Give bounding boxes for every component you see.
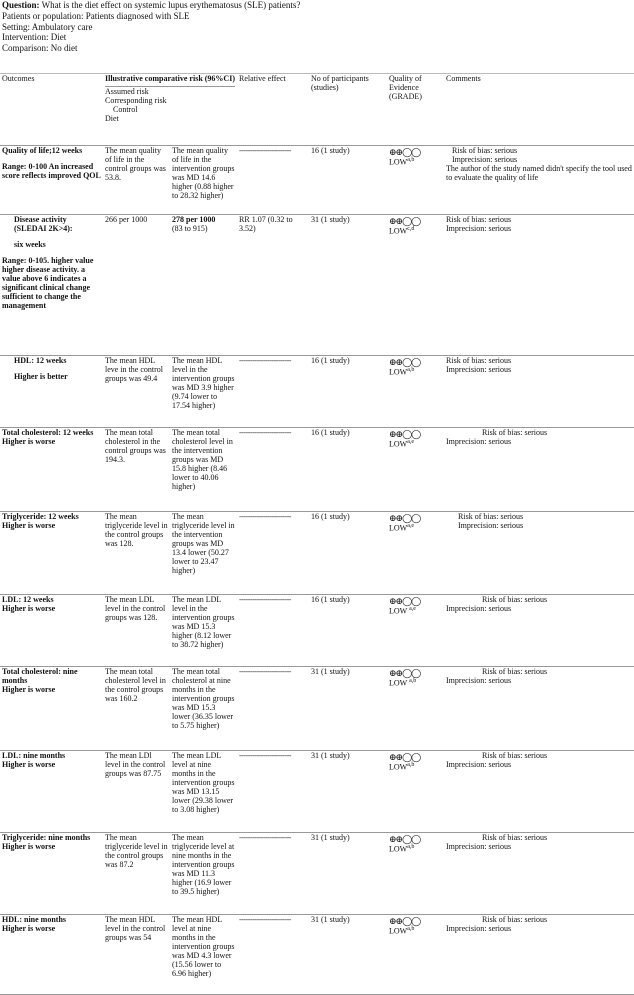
comments-cell [444,356,634,428]
comment-note: The author of the study named didn't specify the tool used to evaluate the quality of life [446,163,632,182]
relative-effect-cell: ------------------------ [237,751,309,833]
participants-cell: 31 (1 study) [309,833,387,915]
comment-imprecision: Imprecision: serious [446,223,512,233]
comment-imprecision: Imprecision: serious [446,364,512,374]
relative-effect-cell: ------------------------ [237,833,309,915]
table-header-row [0,74,634,146]
outcome-cell [0,751,103,833]
comments-cell [444,595,634,667]
table-row [0,356,634,428]
outcome-name: Quality of life;12 weeks [2,146,83,155]
quality-cell [387,146,444,215]
setting-line: Setting: Ambulatory care [2,21,93,32]
table-row [0,833,634,915]
assumed-risk-cell: The mean quality of life in the control groups was 53.8. [103,146,170,215]
col-header-quality: Quality of Evidence (GRADE) [387,74,444,146]
outcome-detail: Range: 0-100 An increased score reflects improved QOL [2,161,101,180]
comment-imprecision: Imprecision: serious [446,841,512,851]
corresponding-risk-cell [170,215,237,356]
col-header-relative-effect: Relative effect [237,74,309,146]
comment-imprecision: Imprecision: serious [446,603,512,613]
corresponding-risk-value: 278 per 1000 [172,215,216,224]
corresponding-risk-cell: The mean HDL level at nine months in the intervention groups was MD 4.3 lower (15.56 lower to 6.96 higher) [170,915,237,995]
grade-symbol-icon: ⊕⊕◯◯ [389,147,421,157]
participants-cell: 16 (1 study) [309,595,387,667]
corresponding-risk-cell: The mean total cholesterol level in the intervention groups was MD 15.8 higher (8.46 lower to 40.06 higher) [170,428,237,512]
outcome-name: LDL: 12 weeks [2,595,54,604]
outcome-name: Total cholesterol: 12 weeks [2,428,94,437]
assumed-risk-cell: The mean triglyceride level in the control groups was 128. [103,512,170,595]
question-line [2,0,632,11]
comment-risk-of-bias: Risk of bias: serious [482,428,548,437]
corresponding-risk-cell: The mean quality of life in the intervention groups was MD 14.6 higher (0.88 higher to 28.32 higher) [170,146,237,215]
comparison-line: Comparison: No diet [2,43,78,54]
quality-footnote: a,b [409,678,417,685]
comments-cell [444,215,634,356]
summary-of-findings-table [0,73,634,995]
quality-footnote: a,b [407,844,415,851]
table-row [0,428,634,512]
diet-header: Diet [105,113,119,123]
grade-symbol-icon: ⊕⊕◯◯ [389,834,421,844]
quality-rating: LOW [389,762,408,772]
corresponding-risk-ci: (83 to 915) [172,223,208,233]
quality-rating: LOW [389,678,408,688]
comments-cell [444,512,634,595]
quality-rating: LOW [389,439,408,449]
table-row [0,512,634,595]
table-row [0,915,634,995]
question-label: Question: [2,0,40,10]
intervention-line: Intervention: Diet [2,32,67,43]
comment-imprecision: Imprecision: serious [446,675,512,685]
col-header-outcomes: Outcomes [0,74,103,146]
quality-footnote: a,b [407,762,415,769]
question-text: What is the diet effect on systemic lupus erythematosus (SLE) patients? [41,0,301,10]
assumed-risk-cell: The mean total cholesterol in the control groups was 194.3. [103,428,170,512]
quality-footnote: a,e [409,606,416,613]
outcome-detail: Higher is better [14,371,68,381]
assumed-risk-cell: The mean triglyceride level in the control groups was 87.2 [103,833,170,915]
comments-cell [444,428,634,512]
quality-cell [387,915,444,995]
quality-rating: LOW [389,606,408,616]
relative-effect-cell: ------------------------ [237,915,309,995]
outcome-name: HDL: nine months [2,915,67,924]
comment-imprecision: Imprecision: serious [446,759,512,769]
relative-effect-cell: ------------------------ [237,667,309,751]
comment-risk-of-bias: Risk of bias: serious [482,667,548,676]
relative-effect-cell: ------------------------ [237,356,309,428]
outcome-range: Range: 0-105. higher value higher disease activity. a value above 6 indicates a significant clinical change sufficient to change the management [2,255,94,310]
participants-cell: 31 (1 study) [309,915,387,995]
quality-rating: LOW [389,523,408,533]
comment-imprecision: Imprecision: serious [458,520,524,530]
corresponding-risk-cell: The mean total cholesterol at nine months in the intervention groups was MD 15.3 lower (36.35 lower to 5.75 higher) [170,667,237,751]
table-row [0,667,634,751]
table-row [0,595,634,667]
assumed-risk-cell: The mean HDL leve in the control groups was 49.4 [103,356,170,428]
quality-cell [387,595,444,667]
assumed-risk-cell: The mean LDl level in the control groups was 87.75 [103,751,170,833]
outcome-detail: Higher is worse [2,923,56,933]
control-header: Control [113,104,138,114]
population-line: Patients or population: Patients diagnosed with SLE [2,10,190,21]
outcome-cell [0,595,103,667]
comment-risk-of-bias: Risk of bias: serious [482,751,548,760]
comment-imprecision: Imprecision: serious [446,923,512,933]
quality-cell [387,512,444,595]
quality-rating: LOW [389,226,408,236]
outcome-cell [0,833,103,915]
quality-rating: LOW [389,157,408,167]
comment-risk-of-bias: Risk of bias: serious [446,356,512,365]
quality-cell [387,215,444,356]
grade-symbol-icon: ⊕⊕◯◯ [389,513,421,523]
participants-cell: 16 (1 study) [309,428,387,512]
corresponding-risk-cell: The mean LDL level in the intervention groups was MD 15.3 higher (8.12 lower to 38.72 higher) [170,595,237,667]
quality-cell [387,751,444,833]
participants-cell: 16 (1 study) [309,512,387,595]
quality-cell [387,428,444,512]
quality-footnote: a,e [407,523,415,530]
outcome-name: Triglyceride: 12 weeks [2,512,79,521]
participants-cell: 31 (1 study) [309,667,387,751]
quality-rating: LOW [389,926,408,936]
assumed-risk-header: Assumed risk [105,86,235,97]
comment-risk-of-bias: Risk of bias: serious [452,146,518,155]
col-header-participants: No of participants (studies) [309,74,387,146]
relative-effect-cell: RR 1.07 (0.32 to 3.52) [237,215,309,356]
outcome-detail: Higher is worse [2,436,56,446]
outcome-name: Total cholesterol: nine months [2,667,78,685]
comments-cell [444,667,634,751]
relative-effect-cell: ------------------------ [237,595,309,667]
col-header-risk [103,74,237,146]
comment-imprecision: Imprecision: serious [452,154,518,164]
comment-risk-of-bias: Risk of bias: serious [446,215,512,224]
participants-cell: 16 (1 study) [309,146,387,215]
quality-cell [387,356,444,428]
relative-effect-cell: ------------------------ [237,428,309,512]
grade-symbol-icon: ⊕⊕◯◯ [389,752,421,762]
corresponding-risk-cell: The mean triglyceride level in the intervention groups was MD 13.4 lower (50.27 lower to 23.47 higher) [170,512,237,595]
outcome-name: HDL: 12 weeks [14,356,67,365]
corresponding-risk-header: Corresponding risk [105,95,167,105]
outcome-cell [0,512,103,595]
grade-symbol-icon: ⊕⊕◯◯ [389,916,421,926]
quality-footnote: a,b [407,926,415,933]
quality-footnote: a,b [407,367,415,374]
grade-symbol-icon: ⊕⊕◯◯ [389,357,421,367]
assumed-risk-cell: 266 per 1000 [103,215,170,356]
quality-cell [387,833,444,915]
quality-footnote: a,e [407,439,415,446]
grade-symbol-icon: ⊕⊕◯◯ [389,668,421,678]
outcome-cell [0,215,103,356]
outcome-name: LDL: nine months [2,751,66,760]
question-header [2,0,632,54]
outcome-detail: six weeks [14,239,46,249]
grade-symbol-icon: ⊕⊕◯◯ [389,216,421,226]
comments-cell [444,833,634,915]
comments-cell [444,915,634,995]
outcome-detail: Higher is worse [2,759,56,769]
outcome-cell [0,667,103,751]
quality-rating: LOW [389,367,408,377]
outcome-detail: Higher is worse [2,684,56,694]
quality-cell [387,667,444,751]
relative-effect-cell: ------------------------ [237,146,309,215]
outcome-detail: Higher is worse [2,520,56,530]
comment-risk-of-bias: Risk of bias: serious [482,833,548,842]
corresponding-risk-cell: The mean triglyceride level at nine months in the intervention groups was MD 11.3 higher (16.9 lower to 39.5 higher) [170,833,237,915]
comments-cell [444,146,634,215]
participants-cell: 31 (1 study) [309,751,387,833]
risk-header-title: Illustrative comparative risk (96%CI) [105,74,235,83]
outcome-cell [0,146,103,215]
grade-symbol-icon: ⊕⊕◯◯ [389,429,421,439]
comment-imprecision: Imprecision: serious [446,436,512,446]
corresponding-risk-cell: The mean LDL level at nine months in the intervention groups was MD 13.15 lower (29.38 lower to 3.08 higher) [170,751,237,833]
table-row [0,146,634,215]
quality-footnote: a,b [407,157,415,164]
outcome-cell [0,428,103,512]
quality-footnote: c,d [407,226,415,233]
participants-cell: 16 (1 study) [309,356,387,428]
grade-symbol-icon: ⊕⊕◯◯ [389,596,421,606]
comment-risk-of-bias: Risk of bias: serious [482,915,548,924]
comments-cell [444,751,634,833]
outcome-cell [0,915,103,995]
comment-risk-of-bias: Risk of bias: serious [458,512,524,521]
relative-effect-cell: ------------------------ [237,512,309,595]
quality-rating: LOW [389,844,408,854]
assumed-risk-cell: The mean LDL level in the control groups was 128. [103,595,170,667]
outcome-name: Disease activity (SLEDAI 2K>4): [14,215,73,233]
outcome-name: Triglyceride: nine months [2,833,91,842]
assumed-risk-cell: The mean total cholesterol level in the control groups was 160.2 [103,667,170,751]
outcome-detail: Higher is worse [2,603,56,613]
table-row [0,215,634,356]
assumed-risk-cell: The mean HDL level in the control groups was 54 [103,915,170,995]
table-row [0,751,634,833]
comment-risk-of-bias: Risk of bias: serious [482,595,548,604]
outcome-detail: Higher is worse [2,841,56,851]
corresponding-risk-cell: The mean HDL level in the intervention groups was MD 3.9 higher (9.74 lower to 17.54 higher) [170,356,237,428]
outcome-cell [0,356,103,428]
col-header-comments: Comments [444,74,634,146]
participants-cell: 31 (1 study) [309,215,387,356]
